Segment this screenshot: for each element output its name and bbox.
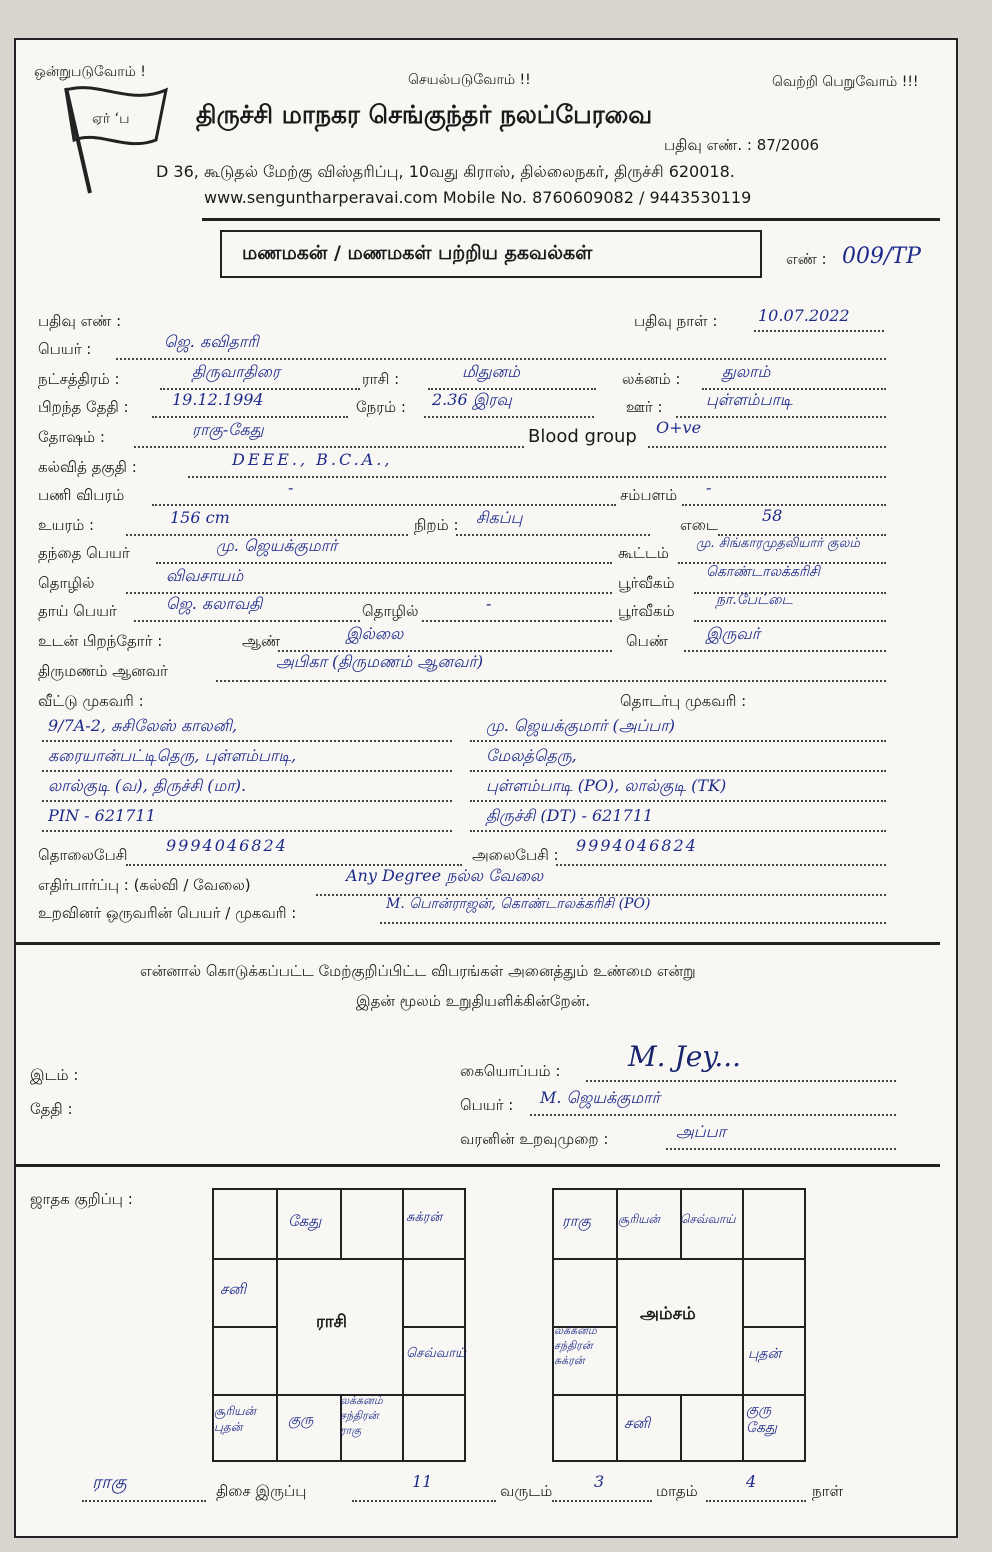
value-dob: 19.12.1994: [172, 390, 264, 409]
slogan-mid: செயல்படுவோம் !!: [408, 72, 531, 88]
label-siblings: உடன் பிறந்தோர் :: [38, 632, 163, 650]
rasi-cell: குரு: [288, 1412, 314, 1428]
value-male: இல்லை: [346, 624, 404, 643]
flag-logo-icon: [44, 78, 174, 198]
label-occupation: தொழில்: [38, 574, 95, 592]
dots: [216, 680, 886, 682]
label-signer-name: பெயர் :: [460, 1096, 514, 1114]
label-months: மாதம்: [656, 1482, 698, 1500]
dots: [152, 416, 348, 418]
rasi-cell: சுக்ரன்: [406, 1210, 443, 1225]
label-phone: தொலைபேசி: [38, 846, 128, 864]
registration-form-sheet: [14, 38, 958, 1538]
label-male: ஆண்: [242, 632, 281, 650]
value-female: இருவர்: [706, 624, 761, 643]
dots: [470, 800, 886, 802]
label-education: கல்வித் தகுதி :: [38, 458, 137, 476]
value-occupation: விவசாயம்: [166, 566, 244, 585]
section-divider: [16, 942, 940, 945]
label-reg-date: பதிவு நாள் :: [634, 312, 718, 330]
value-mother: ஜெ. கலாவதி: [166, 594, 263, 613]
dots: [676, 416, 886, 418]
dots: [456, 534, 650, 536]
dots: [42, 800, 452, 802]
label-date: தேதி :: [30, 1100, 73, 1118]
value-complexion: சிகப்பு: [476, 508, 523, 527]
section-divider: [16, 1164, 940, 1167]
rasi-title: ராசி: [316, 1312, 347, 1332]
dots: [684, 650, 886, 652]
label-dob: பிறந்த தேதி :: [38, 398, 129, 416]
label-contact-address: தொடர்பு முகவரி :: [620, 692, 747, 710]
value-blood-group: O+ve: [656, 418, 702, 437]
contact-address-line: மு. ஜெயக்குமார் (அப்பா): [486, 716, 675, 735]
label-place: இடம் :: [30, 1066, 79, 1084]
dots: [666, 1148, 896, 1150]
label-expectation: எதிர்பார்ப்பு : (கல்வி / வேலை): [38, 876, 251, 894]
label-native: பூர்வீகம்: [618, 574, 675, 592]
label-signature: கையொப்பம் :: [460, 1062, 561, 1080]
home-address-line: 9/7A-2, சுசிலேஸ் காலனி,: [48, 716, 238, 735]
label-lagnam: லக்னம் :: [622, 370, 681, 388]
label-kootam: கூட்டம்: [618, 544, 669, 562]
slogan-right: வெற்றி பெறுவோம் !!!: [772, 74, 919, 90]
value-phone: 9994046824: [166, 836, 288, 855]
amsam-cell: குரு கேது: [746, 1402, 778, 1436]
value-height: 156 cm: [170, 508, 230, 527]
serial-value: 009/TP: [842, 244, 921, 269]
amsam-cell: சூரியன்: [618, 1212, 661, 1226]
value-relation: அப்பா: [676, 1122, 726, 1141]
amsam-cell: சனி: [624, 1414, 651, 1432]
home-address-line: லால்குடி (வ), திருச்சி (மா).: [48, 776, 247, 795]
label-blood-group: Blood group: [528, 426, 637, 447]
org-name: திருச்சி மாநகர செங்குந்தர் நலப்பேரவை: [196, 100, 653, 129]
dots: [470, 740, 886, 742]
label-job: பணி விபரம்: [38, 486, 125, 504]
dots: [422, 620, 612, 622]
rasi-cell: லக்கனம் சந்திரன் ராகு: [340, 1394, 383, 1437]
rasi-cell: சனி: [220, 1280, 247, 1298]
serial-label: எண் :: [786, 250, 827, 268]
dots: [42, 830, 452, 832]
value-star: திருவாதிரை: [192, 362, 281, 381]
dots: [152, 504, 616, 506]
dots: [470, 830, 886, 832]
value-place: புள்ளம்பாடி: [706, 390, 793, 409]
dots: [706, 1500, 806, 1502]
label-home-address: வீட்டு முகவரி :: [38, 692, 144, 710]
dots: [352, 1500, 496, 1502]
value-dasa-months: 3: [594, 1472, 605, 1491]
org-web-contact: www.senguntharperavai.com Mobile No. 8760609082 / 9443530119: [204, 188, 752, 207]
label-father: தந்தை பெயர்: [38, 544, 130, 562]
dots: [424, 416, 594, 418]
dots: [586, 1080, 896, 1082]
label-height: உயரம் :: [38, 516, 95, 534]
label-relative: உறவினர் ஒருவரின் பெயர் / முகவரி :: [38, 904, 297, 922]
signature-handwritten: M. Jey...: [628, 1040, 742, 1073]
dots: [134, 620, 360, 622]
amsam-cell: புதன்: [748, 1346, 782, 1362]
label-star: நட்சத்திரம் :: [38, 370, 120, 388]
label-female: பெண்: [626, 632, 668, 650]
org-address: D 36, கூடுதல் மேற்கு விஸ்தரிப்பு, 10வது கிராஸ், தில்லைநகர், திருச்சி 620018.: [156, 162, 735, 181]
dots: [134, 446, 524, 448]
dots: [42, 770, 452, 772]
dots: [470, 770, 886, 772]
horoscope-label: ஜாதக குறிப்பு :: [30, 1190, 133, 1208]
svg-text:ஏர் ‘ப: ஏர் ‘ப: [92, 111, 130, 127]
dots: [682, 504, 886, 506]
value-native: கொண்டாலக்கரிசி: [706, 564, 821, 580]
contact-address-line: புள்ளம்பாடி (PO), லால்குடி (TK): [486, 776, 727, 795]
rasi-cell: செவ்வாய்: [406, 1346, 467, 1361]
label-mother-occupation: தொழில்: [362, 602, 419, 620]
rasi-cell: கேது: [288, 1212, 322, 1230]
label-dosham: தோஷம் :: [38, 428, 105, 446]
declaration-line-1: என்னால் கொடுக்கப்பட்ட மேற்குறிப்பிட்ட விபரங்கள் அனைத்தும் உண்மை என்று: [140, 962, 696, 980]
home-address-line: PIN - 621711: [48, 806, 156, 825]
value-job: -: [288, 478, 294, 497]
dots: [530, 1114, 896, 1116]
value-dosham: ராகு-கேது: [192, 420, 264, 439]
label-complexion: நிறம் :: [414, 516, 459, 534]
value-married: அபிகா (திருமணம் ஆனவர்): [276, 652, 484, 671]
label-dasa: திசை இருப்பு: [216, 1482, 307, 1500]
org-reg-no: பதிவு எண். : 87/2006: [664, 136, 820, 154]
dots: [380, 922, 886, 924]
label-salary: சம்பளம்: [620, 486, 678, 504]
value-mobile: 9994046824: [576, 836, 698, 855]
value-dasa-planet: ராகு: [92, 1472, 127, 1493]
dots: [42, 740, 452, 742]
label-married: திருமணம் ஆனவர்: [38, 662, 168, 680]
amsam-cell: ராகு: [562, 1212, 591, 1230]
slogan-left: ஒன்றுபடுவோம் !: [34, 64, 146, 80]
amsam-cell: லக்கனம் சந்திரன் சுக்ரன்: [554, 1324, 597, 1367]
dots: [556, 864, 886, 866]
dots: [754, 330, 884, 332]
dots: [648, 446, 886, 448]
dots: [552, 1500, 652, 1502]
dots: [116, 358, 886, 360]
label-place: ஊர் :: [626, 398, 663, 416]
value-native-2: நா.பேட்டை: [716, 592, 793, 608]
label-name: பெயர் :: [38, 340, 92, 358]
value-name: ஜெ. கவிதாரி: [164, 332, 259, 351]
label-years: வருடம்: [500, 1482, 553, 1500]
label-mobile: அலைபேசி :: [472, 846, 559, 864]
amsam-cell: செவ்வாய்: [680, 1212, 736, 1226]
contact-address-line: திருச்சி (DT) - 621711: [486, 806, 654, 825]
value-kootam: மு. சிங்காரமுதலியார் குலம்: [696, 536, 860, 551]
value-reg-date: 10.07.2022: [758, 306, 850, 325]
contact-address-line: மேலத்தெரு,: [486, 746, 577, 765]
header-divider: [202, 218, 940, 221]
amsam-title: அம்சம்: [640, 1304, 696, 1324]
label-rasi: ராசி :: [362, 370, 400, 388]
value-weight: 58: [762, 506, 783, 525]
value-expectation: Any Degree நல்ல வேலை: [346, 866, 544, 885]
value-relative: M. பொன்ராஜன், கொண்டாலக்கரிசி (PO): [386, 896, 651, 912]
value-rasi: மிதுனம்: [462, 362, 521, 381]
form-title: மணமகன் / மணமகள் பற்றிய தகவல்கள்: [242, 242, 593, 264]
value-time: 2.36 இரவு: [432, 390, 512, 409]
home-address-line: கரையான்பட்டிதெரு, புள்ளம்பாடி,: [48, 746, 297, 765]
value-education: DEEE., B.C.A.,: [232, 450, 393, 469]
label-time: நேரம் :: [356, 398, 406, 416]
label-native-2: பூர்வீகம்: [618, 602, 675, 620]
value-salary: -: [706, 478, 712, 497]
label-mother: தாய் பெயர்: [38, 602, 117, 620]
label-weight: எடை: [680, 516, 718, 534]
rasi-cell: சூரியன் புதன்: [214, 1404, 257, 1434]
value-father: மு. ஜெயக்குமார்: [216, 536, 338, 555]
value-mother-occupation: -: [486, 594, 492, 613]
dots: [694, 620, 886, 622]
declaration-line-2: இதன் மூலம் உறுதியளிக்கின்றேன்.: [356, 992, 591, 1010]
value-dasa-days: 4: [746, 1472, 757, 1491]
label-reg-no: பதிவு எண் :: [38, 312, 122, 330]
value-lagnam: துலாம்: [722, 362, 771, 381]
label-days: நாள்: [812, 1482, 843, 1500]
value-signer-name: M. ஜெயக்குமார்: [540, 1088, 661, 1107]
dots: [156, 562, 612, 564]
value-dasa-years: 11: [412, 1472, 433, 1491]
dots: [82, 1500, 206, 1502]
label-relation: வரனின் உறவுமுறை :: [460, 1130, 609, 1148]
